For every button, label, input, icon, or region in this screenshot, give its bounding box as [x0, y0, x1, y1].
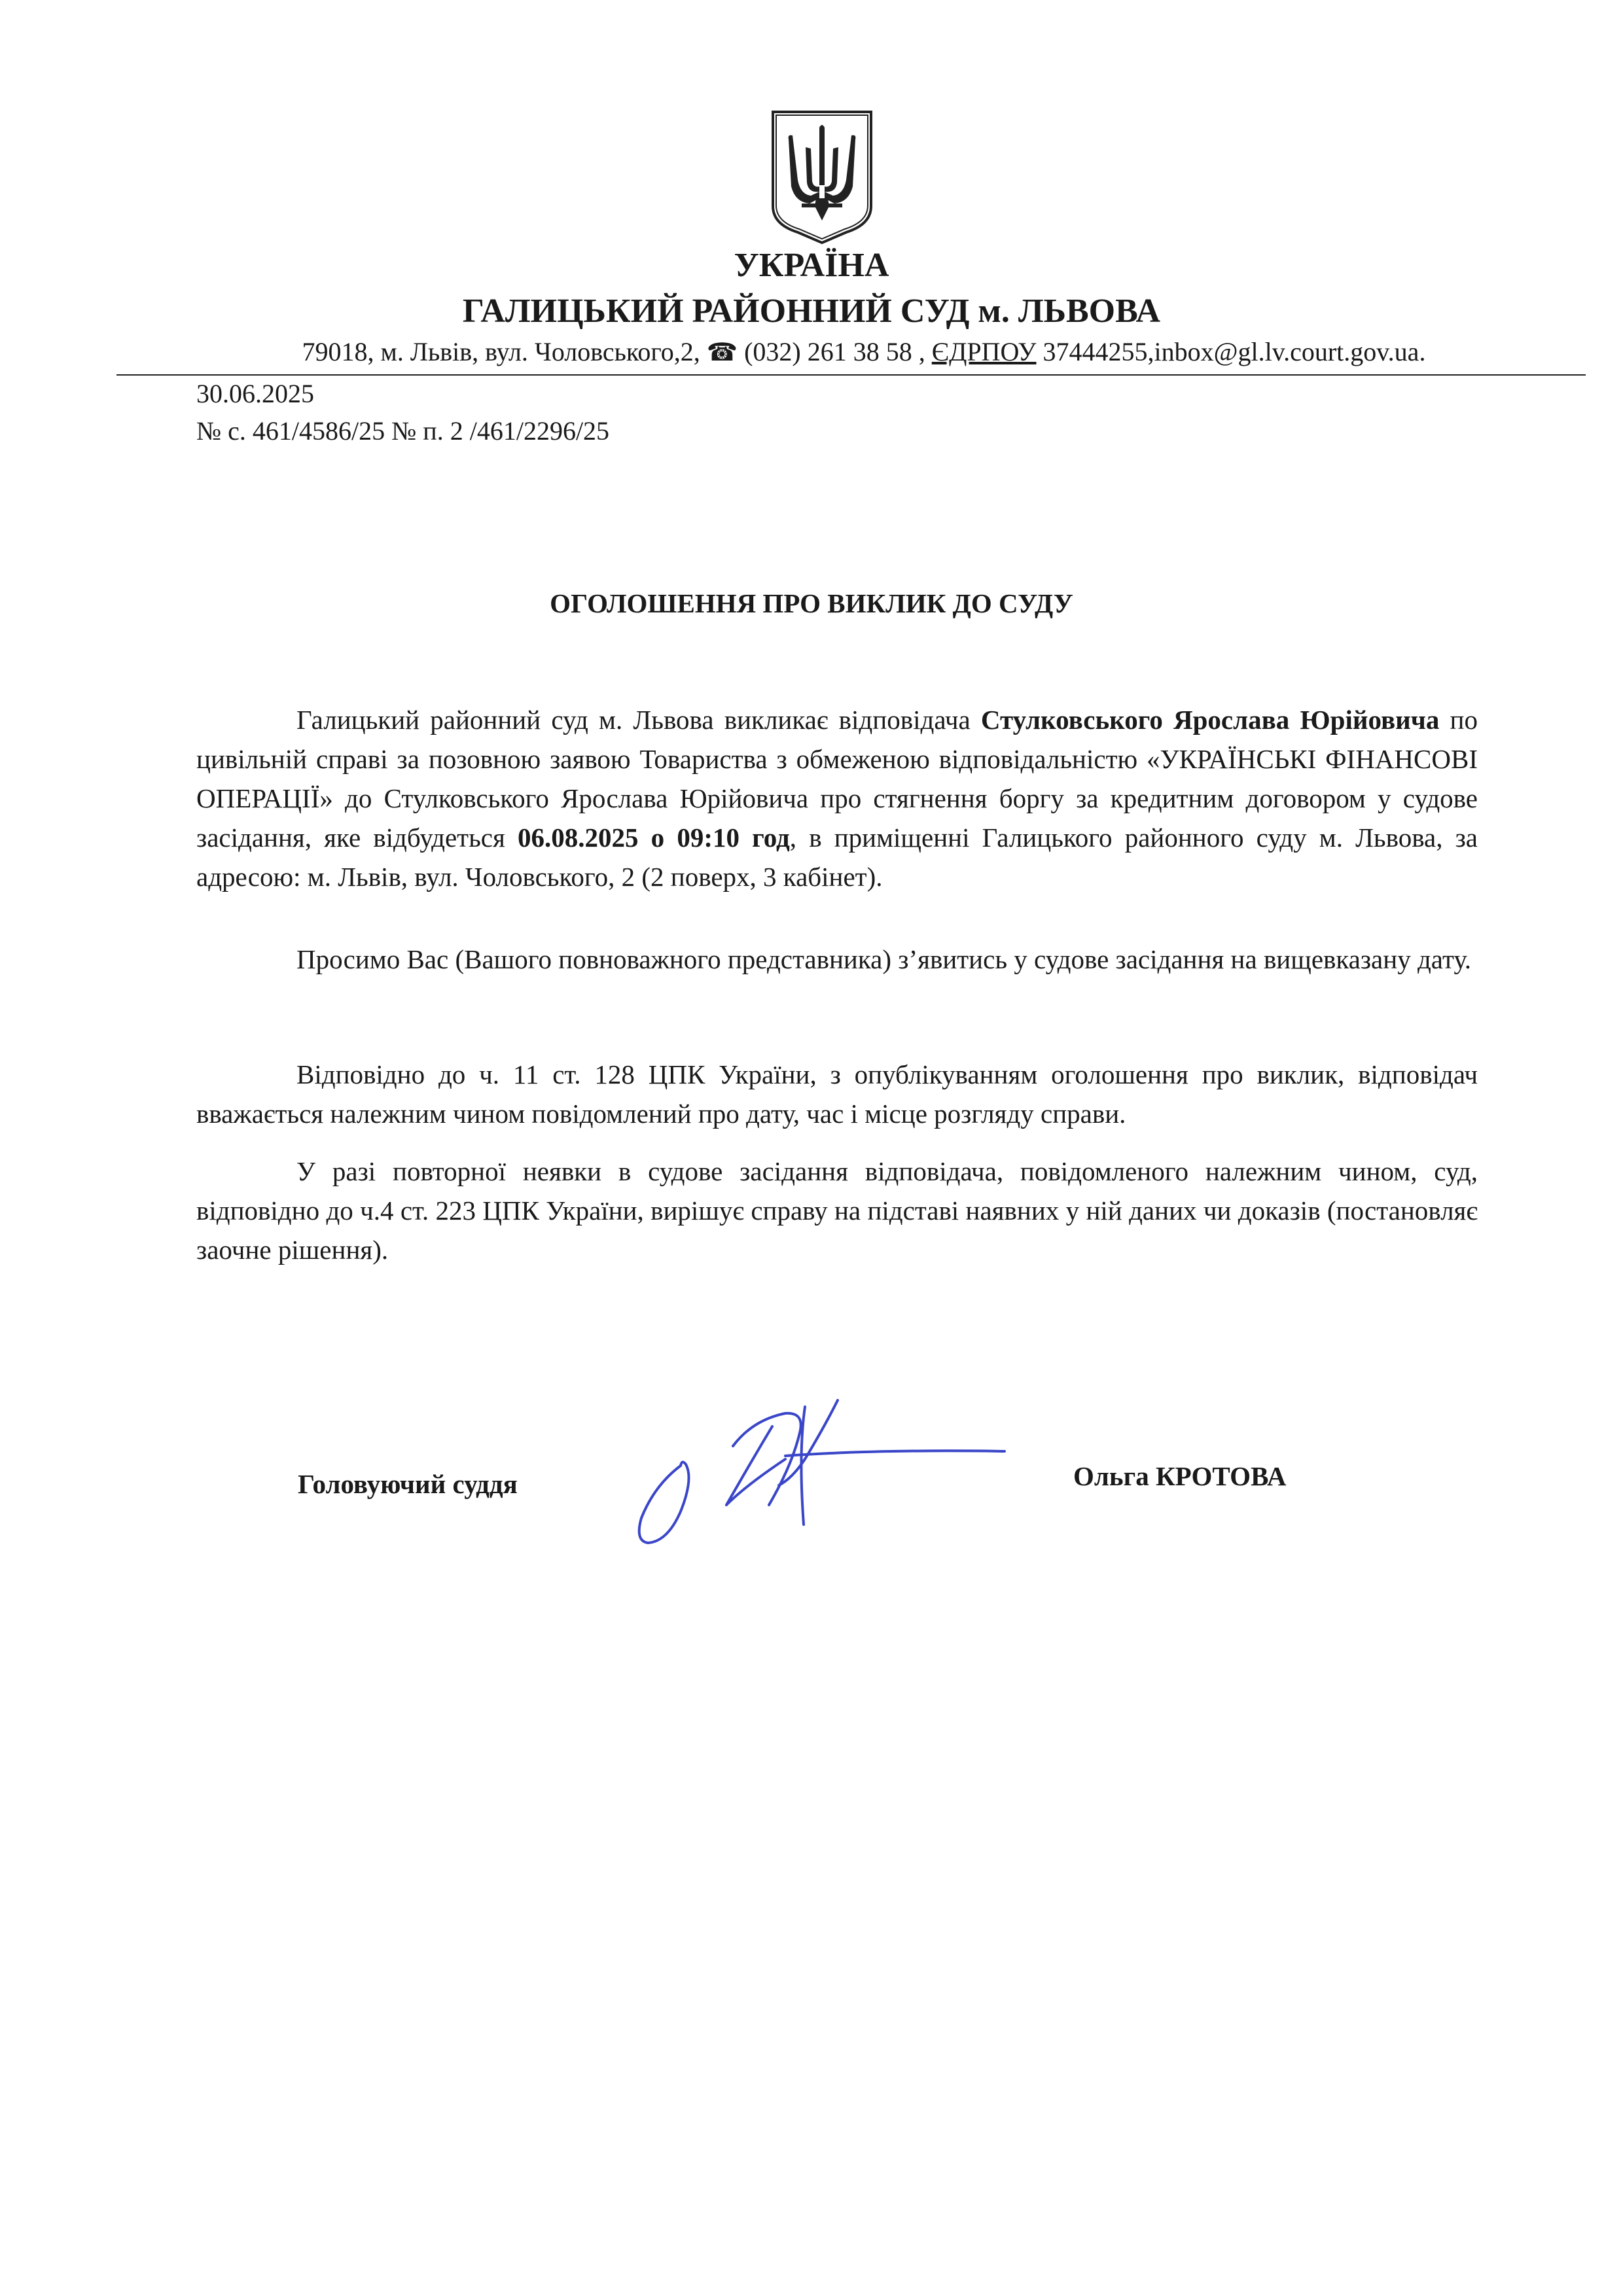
phone-number: (032) 261 38 58 ,: [744, 337, 925, 366]
paragraph-default-judgment: У разі повторної неявки в судове засідання відповідача, повідомленого належним чином, суд, відповідно до ч.4 ст. 223 ЦПК України, вирішує справу на підставі наявних у ній даних чи доказів (постановляє заочне рішення).: [196, 1156, 1478, 1265]
summons-text-start: Галицький районний суд м. Львова викликає відповідача: [296, 705, 981, 735]
header-divider: [116, 374, 1586, 376]
court-address-line: [151, 332, 1577, 372]
paragraph-request: Просимо Вас (Вашого повноважного представника) з’явитись у судове засідання на вищевказану дату.: [296, 944, 1471, 974]
edrpou-label: ЄДРПОУ: [931, 337, 1037, 366]
telephone-icon: ☎: [706, 339, 738, 366]
judge-role: Головуючий суддя: [298, 1469, 518, 1499]
paragraph-notice: Відповідно до ч. 11 ст. 128 ЦПК України, з опублікуванням оголошення про виклик, відповідач вважається належним чином повідомлений про дату, час і місце розгляду справи.: [196, 1059, 1478, 1129]
address-text: 79018, м. Львів, вул. Чоловського,2,: [302, 337, 700, 366]
hearing-datetime: 06.08.2025 о 09:10 год: [518, 822, 790, 853]
judge-name: Ольга КРОТОВА: [1073, 1461, 1287, 1491]
edrpou-and-email: 37444255,inbox@gl.lv.court.gov.ua.: [1043, 337, 1426, 366]
handwritten-signature: [628, 1387, 1021, 1557]
summons-text-middle: по цивільній справі за позовною заявою Товариства з обмеженою відповідальністю «УКРАЇНСЬКІ ФІНАНСОВІ ОПЕРАЦІЇ» до Стулковського Ярослава Юрійовича про стягнення боргу за кредитним договором у судове засідання, яке відбудеться: [196, 705, 1478, 853]
trident-coat-of-arms-icon: [769, 108, 875, 247]
document-title: ОГОЛОШЕННЯ ПРО ВИКЛИК ДО СУДУ: [550, 588, 1073, 618]
court-name: ГАЛИЦЬКИЙ РАЙОННИЙ СУД м. ЛЬВОВА: [462, 292, 1161, 330]
case-number: № с. 461/4586/25 № п. 2 /461/2296/25: [196, 416, 610, 446]
paragraph-summons: [196, 700, 1478, 896]
summons-text-end: , в приміщенні Галицького районного суду м. Львова, за адресою: м. Львів, вул. Чоловського, 2 (2 поверх, 3 кабінет).: [196, 822, 1478, 892]
country-title: УКРАЇНА: [734, 247, 889, 284]
defendant-name: Стулковського Ярослава Юрійовича: [980, 705, 1440, 735]
document-date: 30.06.2025: [196, 379, 314, 408]
